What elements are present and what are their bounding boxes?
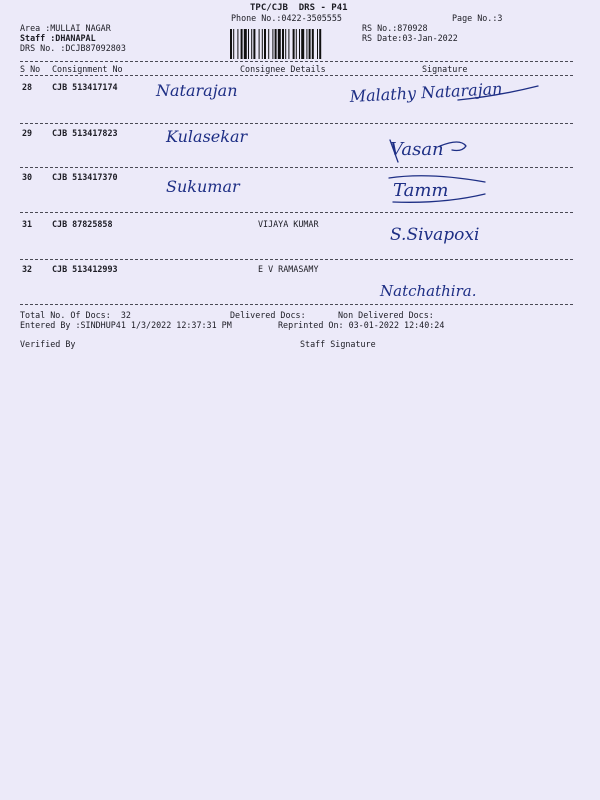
handwritten-consignee-name <box>150 72 260 104</box>
divider <box>20 304 573 305</box>
row-consignment-no: CJB 513417823 <box>52 128 118 138</box>
rs-date: RS Date:03-Jan-2022 <box>362 33 458 43</box>
column-header-sno: S No <box>20 64 41 74</box>
row-sno: 29 <box>22 128 33 138</box>
row-sno: 28 <box>22 82 33 92</box>
phone-number: Phone No.:0422-3505555 <box>231 13 342 23</box>
row-consignee-name: VIJAYA KUMAR <box>258 219 319 229</box>
page-number: Page No.:3 <box>452 13 503 23</box>
svg-text:Tamm: Tamm <box>393 180 449 201</box>
svg-text:Natchathira.: Natchathira. <box>380 282 477 300</box>
barcode-image <box>230 29 354 59</box>
row-consignment-no: CJB 513417174 <box>52 82 118 92</box>
column-header-consignee: Consignee Details <box>240 64 326 74</box>
svg-text:S.Sivapoxi: S.Sivapoxi <box>390 225 480 245</box>
recipient-signature <box>340 80 550 116</box>
row-sno: 32 <box>22 264 33 274</box>
drs-number: DRS No. :DCJB87092803 <box>20 43 126 53</box>
row-consignment-no: CJB 513417370 <box>52 172 118 182</box>
delivered-docs: Delivered Docs: <box>230 310 306 320</box>
column-header-signature: Signature <box>422 64 468 74</box>
handwritten-consignee-name <box>160 170 270 200</box>
recipient-signature <box>384 218 504 248</box>
row-sno: 30 <box>22 172 33 182</box>
staff-label: Staff :DHANAPAL <box>20 33 96 43</box>
divider <box>20 61 573 62</box>
recipient-signature <box>380 128 490 168</box>
reprinted-on: Reprinted On: 03-01-2022 12:40:24 <box>278 320 445 330</box>
divider <box>20 259 573 260</box>
document-title: TPC/CJB DRS - P41 <box>250 3 348 13</box>
area-label: Area :MULLAI NAGAR <box>20 23 111 33</box>
svg-text:Kulasekar: Kulasekar <box>166 127 248 146</box>
divider <box>20 123 573 124</box>
column-header-consignment: Consignment No <box>52 64 123 74</box>
recipient-signature <box>385 172 495 208</box>
non-delivered-docs: Non Delivered Docs: <box>338 310 434 320</box>
rs-number: RS No.:870928 <box>362 23 428 33</box>
recipient-signature <box>374 276 484 306</box>
verified-by-label: Verified By <box>20 339 76 349</box>
row-sno: 31 <box>22 219 33 229</box>
row-consignee-name: E V RAMASAMY <box>258 264 319 274</box>
svg-text:Natarajan: Natarajan <box>156 81 238 100</box>
divider <box>20 75 573 76</box>
divider <box>20 167 573 168</box>
svg-text:Malathy Natarajan: Malathy Natarajan <box>349 79 503 106</box>
entered-by: Entered By :SINDHUP41 1/3/2022 12:37:31 PM <box>20 320 232 330</box>
handwritten-consignee-name <box>160 120 280 152</box>
row-consignment-no: CJB 513412993 <box>52 264 118 274</box>
svg-text:Vasan: Vasan <box>390 139 444 160</box>
row-consignment-no: CJB 87825858 <box>52 219 113 229</box>
divider <box>20 212 573 213</box>
staff-signature-label: Staff Signature <box>300 339 376 349</box>
total-docs: Total No. Of Docs: 32 <box>20 310 131 320</box>
svg-text:Sukumar: Sukumar <box>166 177 240 196</box>
